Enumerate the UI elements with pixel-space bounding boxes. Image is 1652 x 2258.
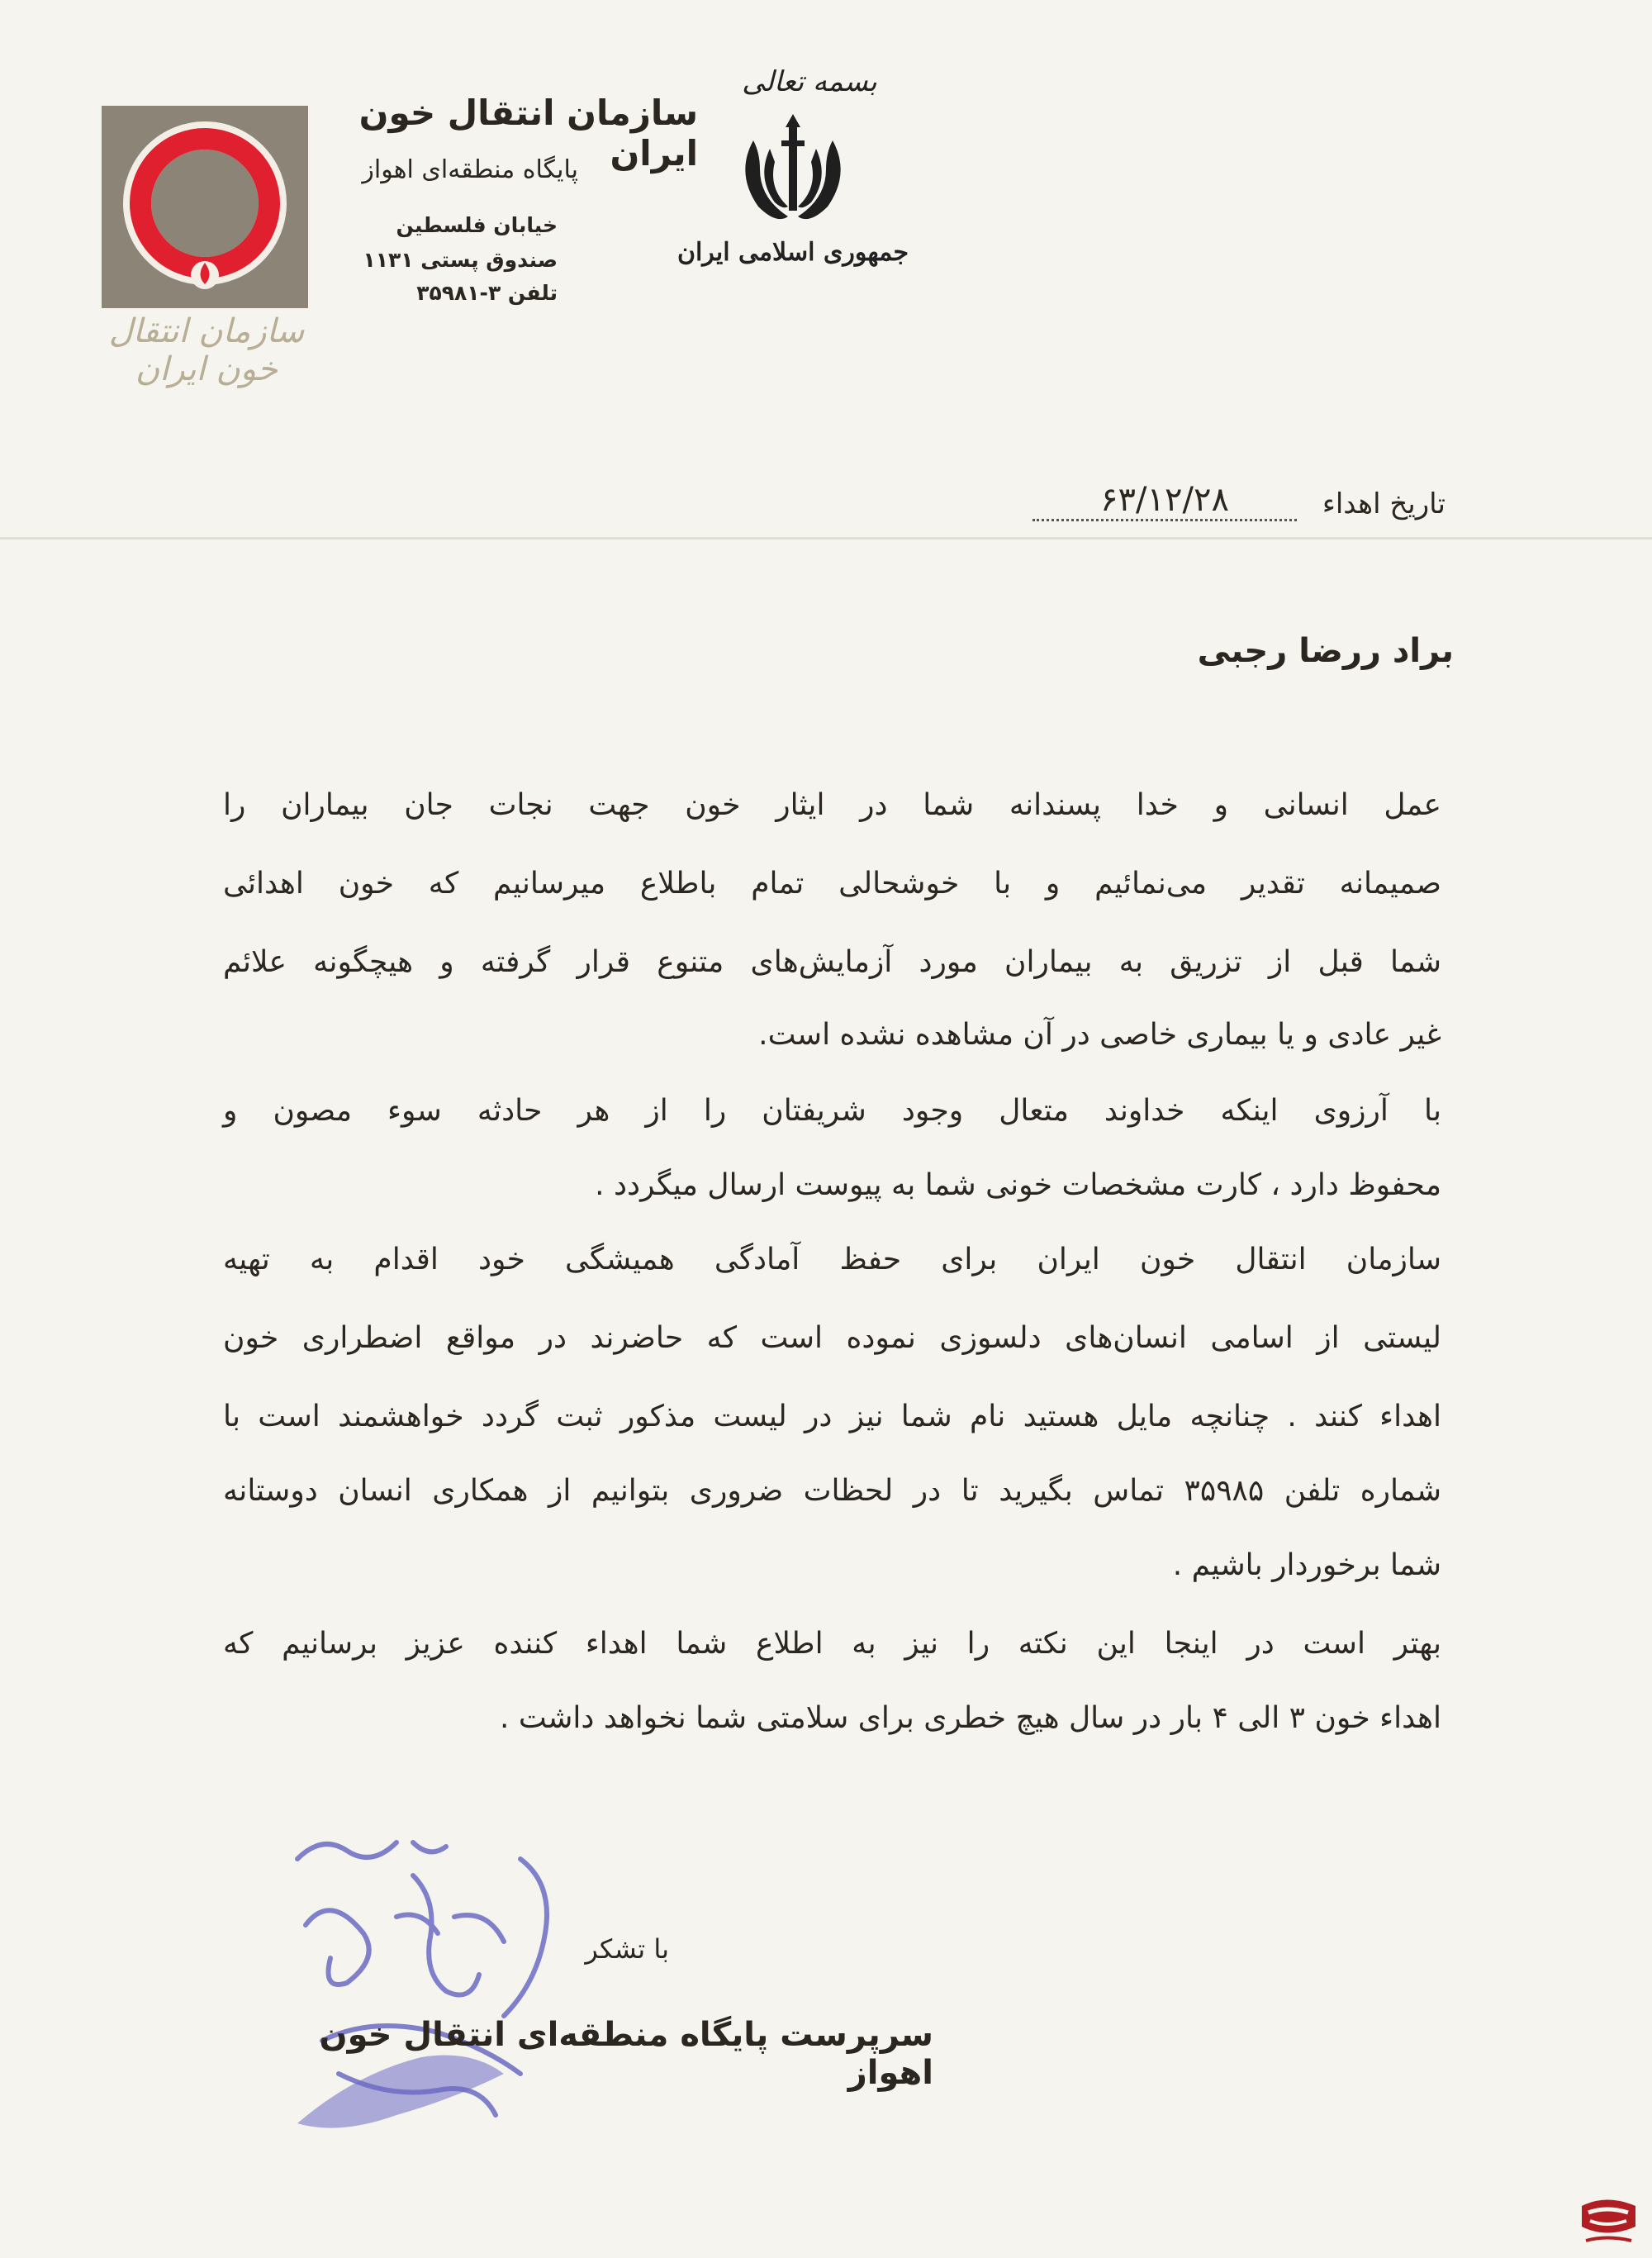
body-line: صمیمانه تقدیر می‌نمائیم و با خوشحالی تمام باطلاع میرسانیم که خون اهدائی <box>223 867 1441 901</box>
blood-transfusion-logo <box>102 106 308 308</box>
body-line: شما قبل از تزریق به بیماران مورد آزمایش‌های متنوع قرار گرفته و هیچگونه علائم <box>223 945 1441 979</box>
address-street: خیابان فلسطین <box>396 213 558 237</box>
emblem-top-text: بسمه تعالی <box>742 65 877 98</box>
paper-fold-line <box>0 537 1652 540</box>
body-line: اهداء خون ۳ الی ۴ بار در سال هیچ خطری برای سلامتی شما نخواهد داشت . <box>500 1701 1441 1735</box>
body-line: عمل انسانی و خدا پسندانه شما در ایثار خون جهت نجات جان بیماران را <box>223 788 1441 822</box>
date-label: تاریخ اهداء <box>1322 487 1446 521</box>
address-pobox: صندوق پستی ۱۱۳۱ <box>363 248 558 272</box>
body-line: با آرزوی اینکه خداوند متعال وجود شریفتان را از هر حادثه سوء مصون و <box>223 1094 1441 1128</box>
body-line: لیستی از اسامی انسان‌های دلسوزی نموده است که حاضرند در مواقع اضطراری خون <box>223 1321 1441 1355</box>
address-phone: تلفن ۳-۳۵۹۸۱ <box>416 281 558 305</box>
body-line: سازمان انتقال خون ایران برای حفظ آمادگی همیشگی خود اقدام به تهیه <box>223 1243 1441 1276</box>
signer-title: سرپرست پایگاه منطقه‌ای انتقال خون اهواز <box>319 2016 933 2092</box>
signature-scribble <box>273 1826 586 2156</box>
emblem-bottom-text: جمهوری اسلامی ایران <box>676 238 909 267</box>
body-line: بهتر است در اینجا این نکته را نیز به اطلاع شما اهداء کننده عزیز برسانیم که <box>223 1627 1441 1661</box>
organization-branch: پایگاه منطقه‌ای اهواز <box>362 155 578 184</box>
recipient-name: براد ررضا رجبی <box>1197 632 1454 670</box>
iran-emblem <box>676 58 909 281</box>
organization-title: سازمان انتقال خون ایران <box>358 93 698 174</box>
body-line: شماره تلفن ۳۵۹۸۵ تماس بگیرید تا در لحظات ضروری بتوانیم از همکاری انسان دوستانه <box>223 1474 1441 1508</box>
body-line: اهداء کنند . چنانچه مایل هستید نام شما نیز در لیست مذکور ثبت گردد خواهشمند است با <box>223 1400 1441 1433</box>
navid-shahed-watermark <box>1574 2189 1644 2251</box>
body-line: شما برخوردار باشیم . <box>1172 1548 1441 1582</box>
closing-thanks: با تشکر <box>585 1933 669 1965</box>
body-line: محفوظ دارد ، کارت مشخصات خونی شما به پیوست ارسال میگردد . <box>595 1168 1441 1202</box>
logo-caption: سازمان انتقال خون ایران <box>108 312 305 388</box>
date-value: ۶۳/۱۲/۲۸ <box>1032 481 1297 521</box>
body-line: غیر عادی و یا بیماری خاصی در آن مشاهده نشده است. <box>758 1018 1441 1052</box>
